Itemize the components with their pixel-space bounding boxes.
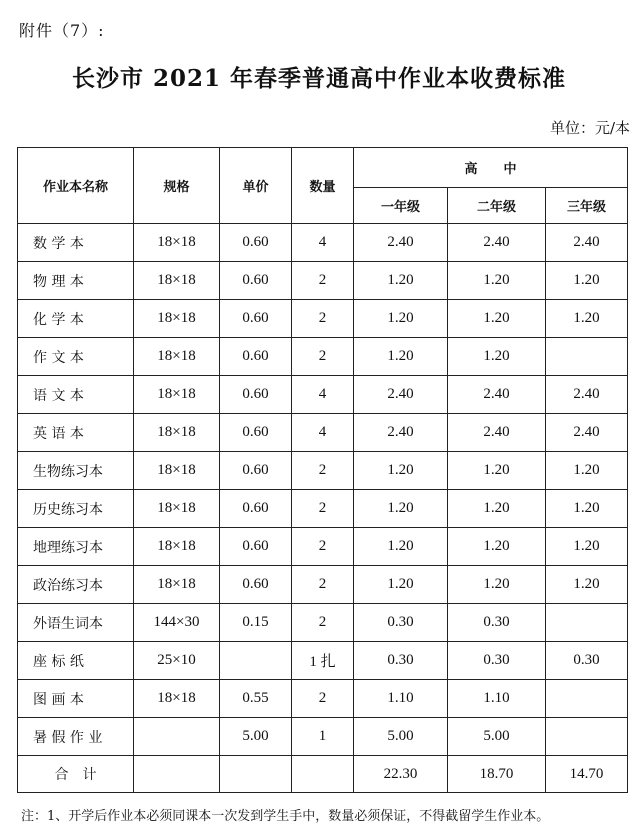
quantity-cell: 2 <box>292 604 354 642</box>
unit-price-cell: 0.60 <box>220 300 292 338</box>
table-row <box>18 338 628 376</box>
book-name-cell: 图 画 本 <box>18 680 134 718</box>
grade-1-fee-cell: 1.20 <box>354 528 448 566</box>
grade-3-fee-cell <box>546 718 628 756</box>
spec-cell: 18×18 <box>134 566 220 604</box>
book-name-cell: 语 文 本 <box>18 376 134 414</box>
grade-1-fee-cell: 5.00 <box>354 718 448 756</box>
grade-2-fee-cell: 2.40 <box>448 414 546 452</box>
spec-cell: 18×18 <box>134 376 220 414</box>
grade-3-fee-cell <box>546 604 628 642</box>
quantity-cell: 1 <box>292 718 354 756</box>
grade-2-fee-cell: 1.20 <box>448 452 546 490</box>
grade-1-fee-cell: 2.40 <box>354 414 448 452</box>
header-high-school: 高 中 <box>354 148 628 188</box>
unit-price-cell <box>220 642 292 680</box>
unit-price-cell: 0.60 <box>220 414 292 452</box>
header-grade-1: 一年级 <box>354 188 448 224</box>
book-name-cell: 物 理 本 <box>18 262 134 300</box>
header-grade-2: 二年级 <box>448 188 546 224</box>
document-title: 长沙市 2021 年春季普通高中作业本收费标准 <box>71 65 567 92</box>
book-name-cell: 化 学 本 <box>18 300 134 338</box>
total-qty <box>292 756 354 793</box>
grade-3-fee-cell: 1.20 <box>546 490 628 528</box>
unit-price-cell: 0.60 <box>220 224 292 262</box>
book-name-cell: 生物练习本 <box>18 452 134 490</box>
spec-cell: 18×18 <box>134 680 220 718</box>
grade-1-fee-cell: 1.10 <box>354 680 448 718</box>
grade-1-fee-cell: 0.30 <box>354 604 448 642</box>
quantity-cell: 2 <box>292 490 354 528</box>
quantity-cell: 2 <box>292 338 354 376</box>
book-name-cell: 地理练习本 <box>18 528 134 566</box>
table-row <box>18 718 628 756</box>
grade-1-fee-cell: 2.40 <box>354 224 448 262</box>
grade-1-fee-cell: 1.20 <box>354 338 448 376</box>
grade-2-fee-cell: 1.20 <box>448 262 546 300</box>
header-name: 作业本名称 <box>18 148 134 224</box>
grade-2-fee-cell: 1.20 <box>448 338 546 376</box>
total-spec <box>134 756 220 793</box>
quantity-cell: 2 <box>292 680 354 718</box>
quantity-cell: 4 <box>292 224 354 262</box>
grade-3-fee-cell: 1.20 <box>546 262 628 300</box>
total-grade-3: 14.70 <box>546 756 628 793</box>
unit-price-cell: 0.60 <box>220 528 292 566</box>
book-name-cell: 数 学 本 <box>18 224 134 262</box>
quantity-cell: 2 <box>292 528 354 566</box>
spec-cell: 25×10 <box>134 642 220 680</box>
quantity-cell: 2 <box>292 452 354 490</box>
unit-price-cell: 5.00 <box>220 718 292 756</box>
grade-2-fee-cell: 2.40 <box>448 376 546 414</box>
spec-cell: 18×18 <box>134 452 220 490</box>
grade-2-fee-cell: 1.20 <box>448 566 546 604</box>
table-row <box>18 452 628 490</box>
table-row <box>18 566 628 604</box>
book-name-cell: 历史练习本 <box>18 490 134 528</box>
book-name-cell: 暑 假 作 业 <box>18 718 134 756</box>
grade-1-fee-cell: 1.20 <box>354 566 448 604</box>
unit-label: 单位：元/本 <box>549 119 630 137</box>
grade-1-fee-cell: 1.20 <box>354 452 448 490</box>
table-row <box>18 680 628 718</box>
unit-price-cell: 0.15 <box>220 604 292 642</box>
grade-2-fee-cell: 5.00 <box>448 718 546 756</box>
table-row <box>18 300 628 338</box>
spec-cell: 18×18 <box>134 224 220 262</box>
header-spec: 规格 <box>134 148 220 224</box>
spec-cell: 18×18 <box>134 338 220 376</box>
book-name-cell: 英 语 本 <box>18 414 134 452</box>
grade-3-fee-cell: 2.40 <box>546 224 628 262</box>
book-name-cell: 座 标 纸 <box>18 642 134 680</box>
book-name-cell: 作 文 本 <box>18 338 134 376</box>
grade-1-fee-cell: 2.40 <box>354 376 448 414</box>
grade-2-fee-cell: 1.20 <box>448 300 546 338</box>
grade-2-fee-cell: 1.20 <box>448 528 546 566</box>
grade-3-fee-cell: 2.40 <box>546 414 628 452</box>
total-grade-2: 18.70 <box>448 756 546 793</box>
quantity-cell: 2 <box>292 300 354 338</box>
grade-2-fee-cell: 1.20 <box>448 490 546 528</box>
annex-label: 附件（7）: <box>19 21 105 40</box>
book-name-cell: 政治练习本 <box>18 566 134 604</box>
total-price <box>220 756 292 793</box>
spec-cell: 18×18 <box>134 528 220 566</box>
spec-cell: 144×30 <box>134 604 220 642</box>
grade-2-fee-cell: 0.30 <box>448 642 546 680</box>
unit-price-cell: 0.60 <box>220 490 292 528</box>
grade-2-fee-cell: 2.40 <box>448 224 546 262</box>
grade-2-fee-cell: 0.30 <box>448 604 546 642</box>
unit-price-cell: 0.60 <box>220 338 292 376</box>
grade-2-fee-cell: 1.10 <box>448 680 546 718</box>
total-grade-1: 22.30 <box>354 756 448 793</box>
table-row <box>18 262 628 300</box>
table-body <box>18 224 628 756</box>
spec-cell: 18×18 <box>134 490 220 528</box>
unit-price-cell: 0.55 <box>220 680 292 718</box>
grade-1-fee-cell: 1.20 <box>354 490 448 528</box>
grade-3-fee-cell: 2.40 <box>546 376 628 414</box>
header-price: 单价 <box>220 148 292 224</box>
grade-3-fee-cell <box>546 680 628 718</box>
book-name-cell: 外语生词本 <box>18 604 134 642</box>
footnote: 注：1、开学后作业本必须同课本一次发到学生手中，数量必须保证，不得截留学生作业本。 <box>21 809 550 824</box>
grade-3-fee-cell: 1.20 <box>546 300 628 338</box>
unit-price-cell: 0.60 <box>220 566 292 604</box>
grade-1-fee-cell: 0.30 <box>354 642 448 680</box>
spec-cell: 18×18 <box>134 262 220 300</box>
grade-1-fee-cell: 1.20 <box>354 300 448 338</box>
total-label: 合 计 <box>18 756 134 793</box>
quantity-cell: 2 <box>292 566 354 604</box>
table-row <box>18 490 628 528</box>
table-row <box>18 642 628 680</box>
grade-3-fee-cell: 1.20 <box>546 528 628 566</box>
spec-cell: 18×18 <box>134 300 220 338</box>
total-row <box>18 756 628 793</box>
spec-cell <box>134 718 220 756</box>
grade-3-fee-cell: 1.20 <box>546 452 628 490</box>
unit-price-cell: 0.60 <box>220 376 292 414</box>
header-qty: 数量 <box>292 148 354 224</box>
table-row <box>18 224 628 262</box>
grade-3-fee-cell: 0.30 <box>546 642 628 680</box>
fee-table <box>17 147 628 793</box>
quantity-cell: 1 扎 <box>292 642 354 680</box>
unit-price-cell: 0.60 <box>220 262 292 300</box>
spec-cell: 18×18 <box>134 414 220 452</box>
unit-price-cell: 0.60 <box>220 452 292 490</box>
quantity-cell: 4 <box>292 414 354 452</box>
grade-3-fee-cell <box>546 338 628 376</box>
table-row <box>18 414 628 452</box>
table-row <box>18 604 628 642</box>
quantity-cell: 4 <box>292 376 354 414</box>
table-row <box>18 376 628 414</box>
grade-3-fee-cell: 1.20 <box>546 566 628 604</box>
quantity-cell: 2 <box>292 262 354 300</box>
grade-1-fee-cell: 1.20 <box>354 262 448 300</box>
table-row <box>18 528 628 566</box>
header-grade-3: 三年级 <box>546 188 628 224</box>
